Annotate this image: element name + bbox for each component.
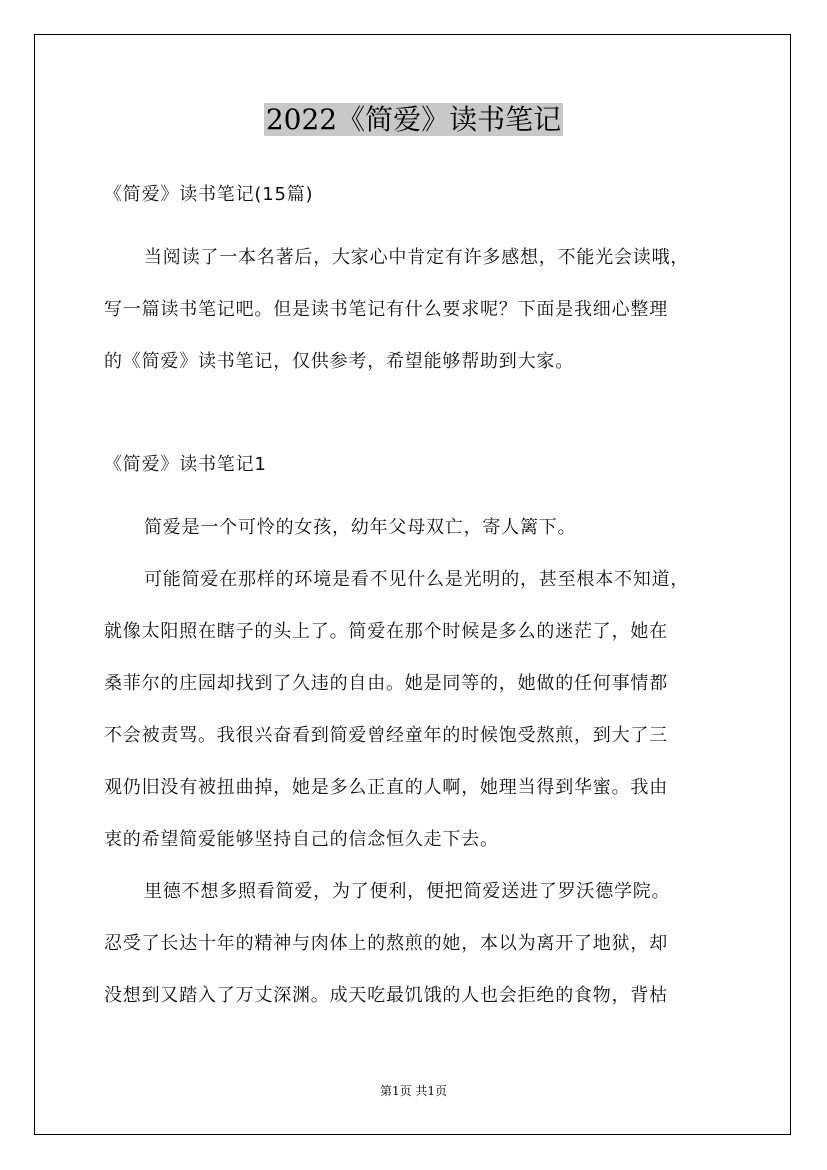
document-title [0, 98, 827, 142]
intro-line: 当阅读了一本名著后，大家心中肯定有许多感想，不能光会读哦， [144, 247, 690, 268]
section-title: 《简爱》读书笔记1 [104, 454, 267, 475]
intro-line: 写一篇读书笔记吧。但是读书笔记有什么要求呢？下面是我细心整理 [104, 299, 668, 320]
page-footer: 第1页 共1页 [379, 1084, 448, 1098]
body-line: 可能简爱在那样的环境是看不见什么是光明的，甚至根本不知道， [144, 569, 690, 590]
subtitle: 《简爱》读书笔记(15篇) [104, 184, 314, 205]
document-title-text: 2022《简爱》读书笔记 [265, 103, 562, 136]
body-line: 简爱是一个可怜的女孩，幼年父母双亡，寄人篱下。 [144, 517, 577, 538]
intro-line: 的《简爱》读书笔记，仅供参考，希望能够帮助到大家。 [104, 351, 574, 372]
body-line: 忍受了长达十年的精神与肉体上的熬煎的她，本以为离开了地狱，却 [104, 933, 668, 954]
body-line: 就像太阳照在瞎子的头上了。简爱在那个时候是多么的迷茫了，她在 [104, 621, 668, 642]
section-body [104, 502, 744, 1022]
body-line: 桑菲尔的庄园却找到了久违的自由。她是同等的，她做的任何事情都 [104, 673, 668, 694]
body-line: 衷的希望简爱能够坚持自己的信念恒久走下去。 [104, 829, 499, 850]
body-line: 不会被责骂。我很兴奋看到简爱曾经童年的时候饱受熬煎，到大了三 [104, 725, 668, 746]
body-line: 没想到又踏入了万丈深渊。成天吃最饥饿的人也会拒绝的食物，背枯 [104, 985, 668, 1006]
body-line: 观仍旧没有被扭曲掉，她是多么正直的人啊，她理当得到华蜜。我由 [104, 777, 668, 798]
intro-paragraph [104, 232, 744, 388]
body-line: 里德不想多照看简爱，为了便利，便把简爱送进了罗沃德学院。 [144, 881, 671, 902]
